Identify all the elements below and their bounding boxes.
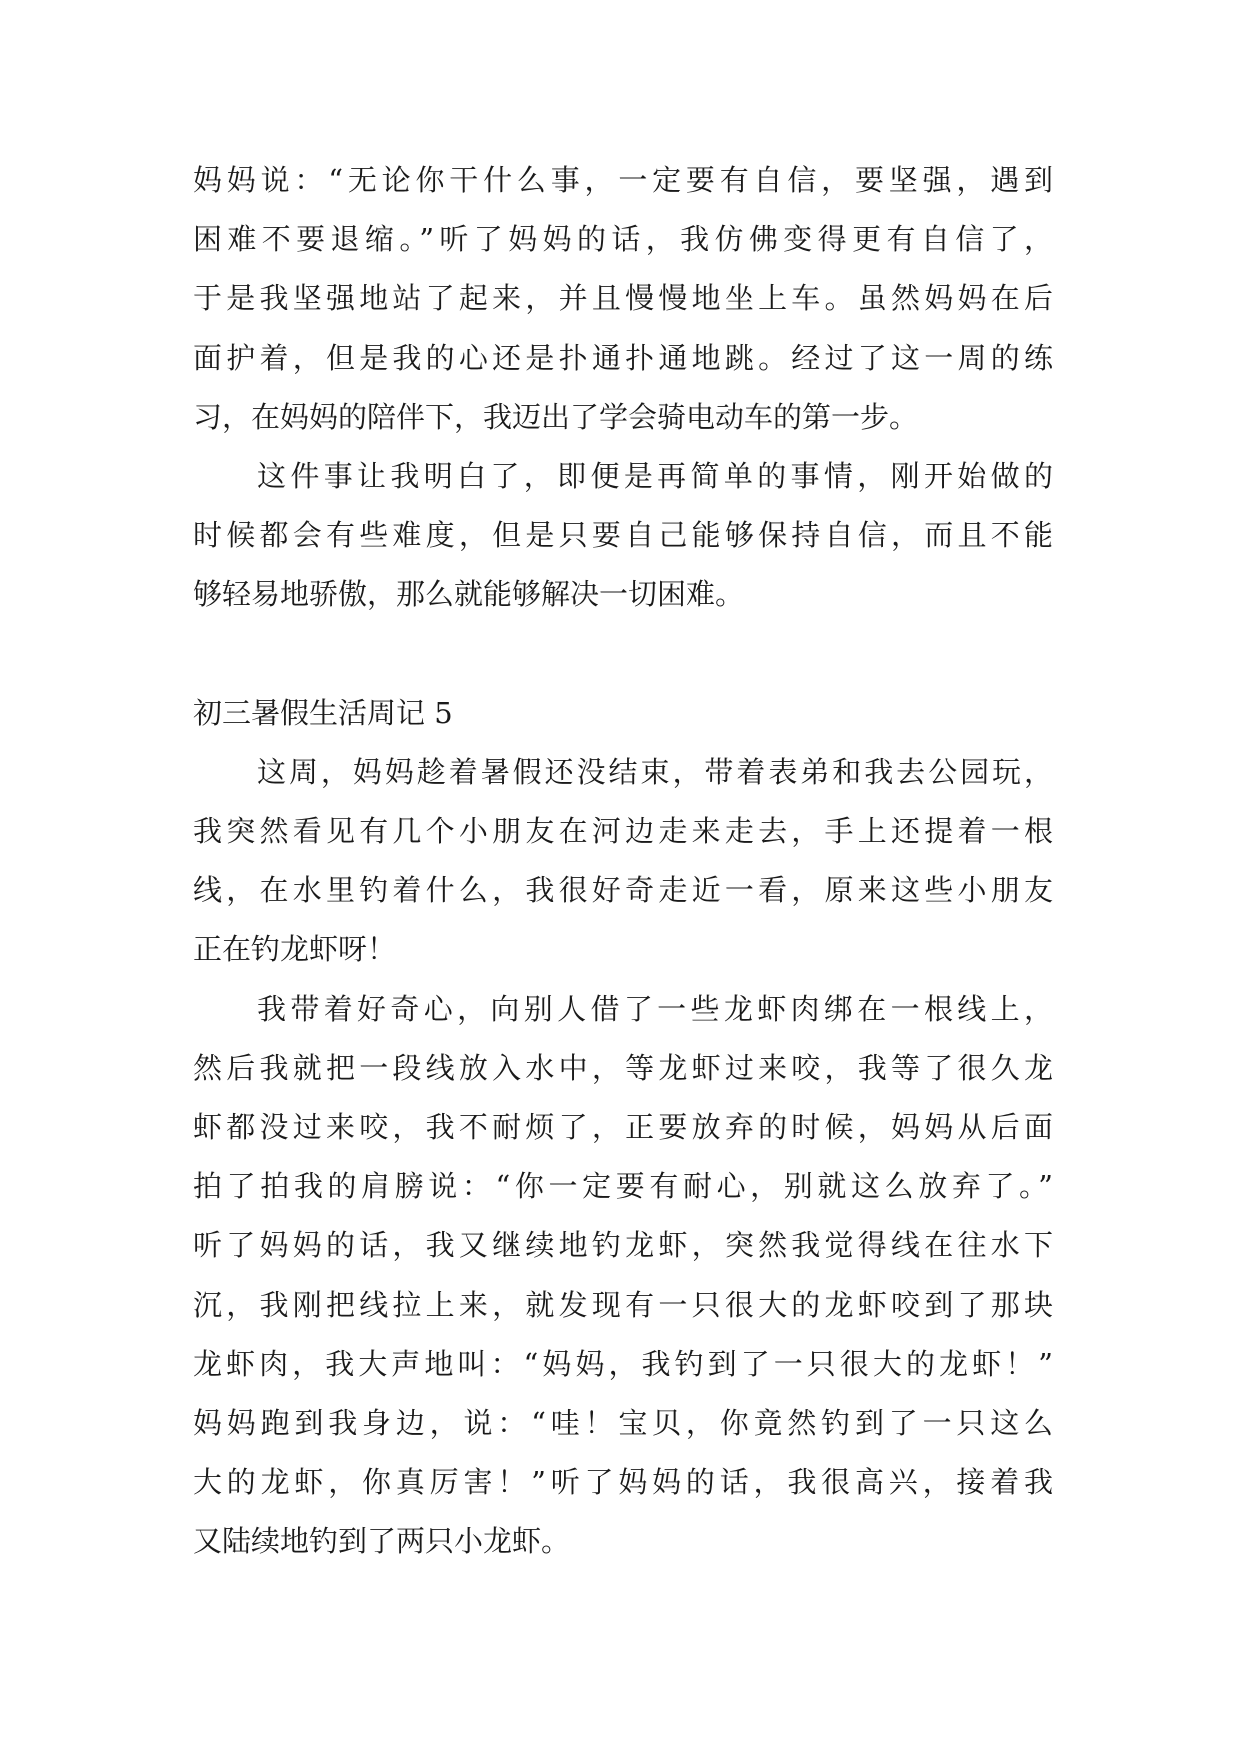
text-line: 这周，妈妈趁着暑假还没结束，带着表弟和我去公园玩， [257, 754, 1053, 789]
text-line: 面护着，但是我的心还是扑通扑通地跳。经过了这一周的练 [193, 340, 1053, 375]
text-line: 线，在水里钓着什么，我很好奇走近一看，原来这些小朋友 [193, 873, 1053, 908]
text-line: 然后我就把一段线放入水中，等龙虾过来咬，我等了很久龙 [193, 1050, 1053, 1085]
section-heading: 初三暑假生活周记 5 [193, 695, 453, 730]
text-line: 虾都没过来咬，我不耐烦了，正要放弃的时候，妈妈从后面 [193, 1110, 1053, 1144]
text-line: 习，在妈妈的陪伴下，我迈出了学会骑电动车的第一步。 [193, 399, 919, 434]
text-line: 龙虾肉，我大声地叫：“妈妈，我钓到了一只很大的龙虾！” [193, 1346, 1053, 1381]
text-line: 大的龙虾，你真厉害！”听了妈妈的话，我很高兴，接着我 [193, 1465, 1053, 1500]
text-line: 妈妈说：“无论你干什么事，一定要有自信，要坚强，遇到 [193, 163, 1053, 197]
text-line: 又陆续地钓到了两只小龙虾。 [193, 1524, 571, 1559]
text-line: 妈妈跑到我身边，说：“哇！宝贝，你竟然钓到了一只这么 [193, 1405, 1053, 1440]
text-line: 这件事让我明白了，即便是再简单的事情，刚开始做的 [257, 458, 1053, 493]
text-line: 困难不要退缩。”听了妈妈的话，我仿佛变得更有自信了， [193, 222, 1053, 257]
document-body [193, 151, 1053, 1572]
paragraph [193, 743, 1053, 980]
text-line: 于是我坚强地站了起来，并且慢慢地坐上车。虽然妈妈在后 [193, 281, 1053, 316]
text-line: 我带着好奇心，向别人借了一些龙虾肉绑在一根线上， [257, 991, 1053, 1026]
text-line: 沉，我刚把线拉上来，就发现有一只很大的龙虾咬到了那块 [193, 1287, 1053, 1322]
text-line: 听了妈妈的话，我又继续地钓龙虾，突然我觉得线在往水下 [193, 1228, 1053, 1263]
paragraph-spacer [193, 625, 1053, 684]
text-line: 正在钓龙虾呀！ [193, 932, 397, 967]
paragraph [193, 151, 1053, 447]
paragraph [193, 980, 1053, 1572]
text-line: 够轻易地骄傲，那么就能够解决一切困难。 [193, 577, 745, 612]
paragraph [193, 447, 1053, 625]
text-line: 拍了拍我的肩膀说：“你一定要有耐心，别就这么放弃了。” [193, 1169, 1053, 1204]
text-line: 时候都会有些难度，但是只要自己能够保持自信，而且不能 [193, 518, 1053, 553]
text-line: 我突然看见有几个小朋友在河边走来走去，手上还提着一根 [193, 814, 1053, 849]
